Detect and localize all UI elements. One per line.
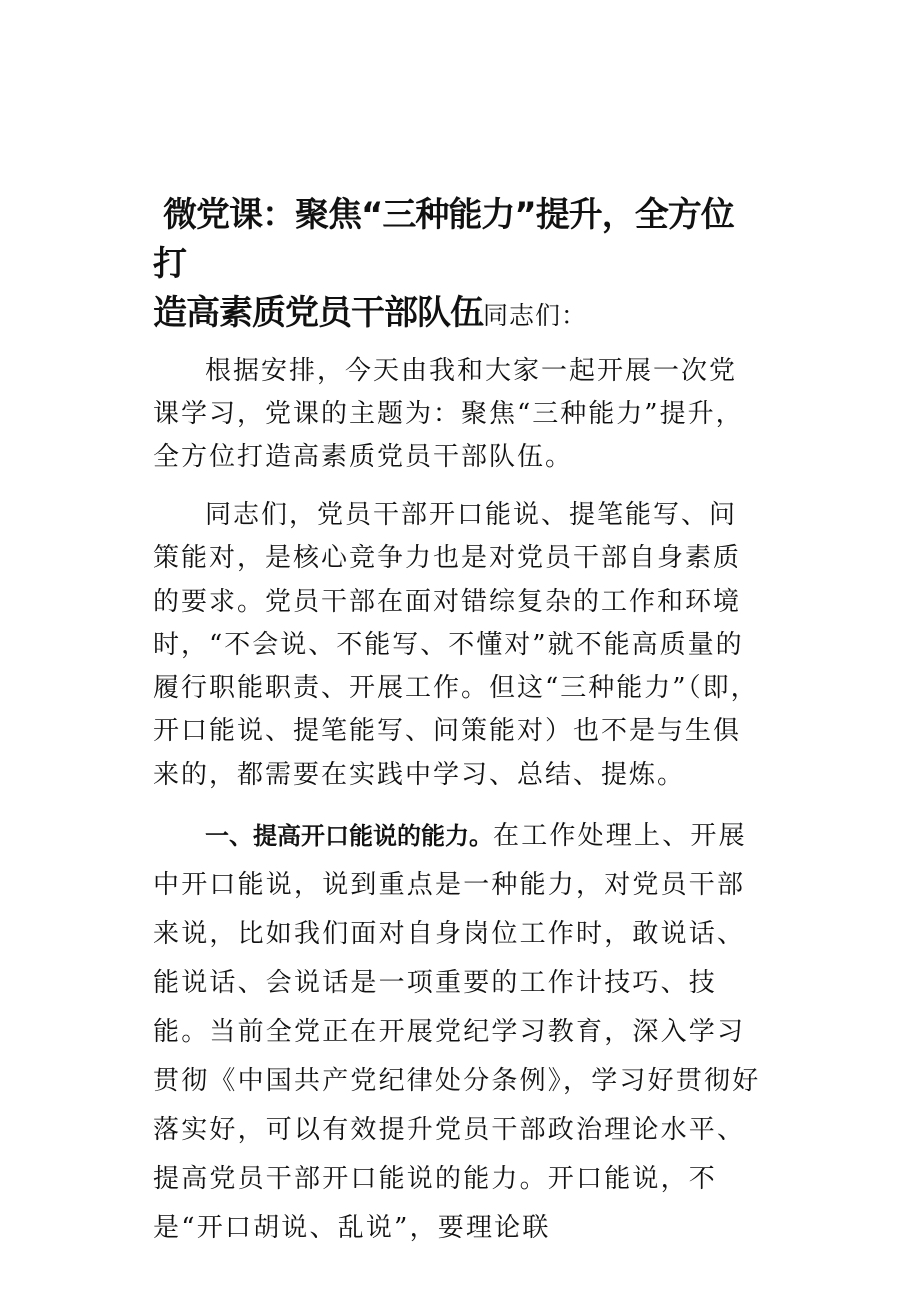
paragraph-three-abilities: 同志们，党员干部开口能说、提笔能写、问策能对，是核心竞争力也是对党员干部自身素质的要求。党员干部在面对错综复杂的工作和环境时，“不会说、不能写、不懂对”就不能高质量的履行职能职责、开展工作。但这“三种能力”（即，开口能说、提笔能写、问策能对）也不是与生俱来的，都需要在实践中学习、总结、提炼。 xyxy=(153,500,759,790)
paragraph-intro: 根据安排，今天由我和大家一起开展一次党课学习，党课的主题为：聚焦“三种能力”提升，全方位打造高素质党员干部队伍。 xyxy=(153,356,744,472)
section-one-heading: 一、提高开口能说的能力。 xyxy=(205,822,493,851)
section-one-body: 在工作处理上、开展中开口能说，说到重点是一种能力，对党员干部来说，比如我们面对自身岗位工作时，敢说话、能说话、会说话是一项重要的工作计技巧、技能。当前全党正在开展党纪学习教育，深入学习贯彻《中国共产党纪律处分条例》，学习好贯彻好落实好，可以有效提升党员干部政治理论水平、提高党员干部开口能说的能力。开口能说，不是“开口胡说、乱说”，要理论联 xyxy=(153,821,761,1244)
greeting: 同志们： xyxy=(483,301,588,330)
document-body xyxy=(153,191,763,1253)
title-line-2: 造高素质党员干部队伍 xyxy=(153,293,483,333)
paragraph-section-one xyxy=(153,812,763,1253)
title-line-1: 微党课：聚焦“三种能力”提升，全方位打 xyxy=(153,195,734,284)
document-title xyxy=(153,191,763,340)
